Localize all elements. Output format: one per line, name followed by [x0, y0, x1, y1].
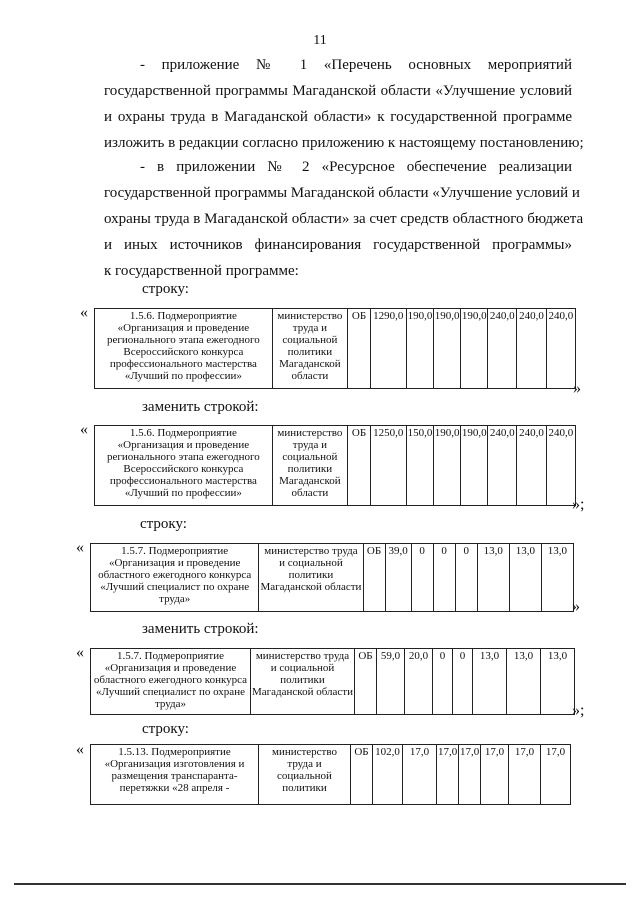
close-quote: » — [573, 380, 581, 397]
close-quote: » — [572, 598, 580, 615]
executor-cell: министерство труда и социальной политики Магаданской области — [272, 309, 347, 389]
value-cell: 190,0 — [433, 309, 460, 389]
budget-table-row — [90, 744, 571, 805]
source-cell: ОБ — [351, 745, 373, 805]
executor-cell: министерство труда и социальной политики Магаданской области — [251, 649, 355, 715]
activity-name-cell: 1.5.6. Подмероприятие «Организация и проведение регионального этапа ежегодного Всероссийского конкурса профессионального мастерства «Лучший по профессии» — [95, 309, 273, 389]
open-quote: « — [76, 741, 84, 758]
activity-name-cell: 1.5.13. Подмероприятие «Организация изготовления и размещения транспаранта-перетяжки «28 апреля - — [91, 745, 259, 805]
value-cell: 190,0 — [460, 309, 487, 389]
close-quote-semicolon: »; — [572, 702, 585, 719]
value-cell: 190,0 — [433, 426, 460, 506]
value-cell: 240,0 — [546, 309, 575, 389]
value-cell: 0 — [411, 544, 433, 612]
open-quote: « — [76, 644, 84, 661]
value-cell: 0 — [433, 649, 453, 715]
value-cell: 190,0 — [406, 309, 433, 389]
value-cell: 13,0 — [473, 649, 507, 715]
value-cell: 0 — [455, 544, 477, 612]
para2-line: - в приложении № 2 «Ресурсное обеспечение реализации — [140, 159, 572, 175]
page-bottom-rule — [14, 883, 626, 885]
paragraph-appendix-1 — [104, 52, 584, 156]
value-cell: 1290,0 — [371, 309, 407, 389]
open-quote: « — [76, 539, 84, 556]
open-quote: « — [80, 304, 88, 321]
para2-line: к государственной программе: — [104, 263, 299, 279]
source-cell: ОБ — [348, 309, 371, 389]
activity-name-cell: 1.5.6. Подмероприятие «Организация и проведение регионального этапа ежегодного Всероссийского конкурса профессионального мастерства «Лучший по профессии» — [95, 426, 273, 506]
label-row: строку: — [142, 721, 189, 737]
source-cell: ОБ — [348, 426, 371, 506]
source-cell: ОБ — [355, 649, 377, 715]
value-cell: 190,0 — [460, 426, 487, 506]
value-cell: 13,0 — [509, 544, 541, 612]
executor-cell: министерство труда и социальной политики Магаданской области — [272, 426, 347, 506]
value-cell: 17,0 — [481, 745, 509, 805]
value-cell: 0 — [433, 544, 455, 612]
para1-line: изложить в редакции согласно приложению к настоящему постановлению; — [104, 135, 584, 151]
value-cell: 13,0 — [477, 544, 509, 612]
page-number: 11 — [313, 33, 327, 48]
value-cell: 240,0 — [488, 309, 517, 389]
value-cell: 17,0 — [437, 745, 459, 805]
value-cell: 240,0 — [517, 309, 546, 389]
value-cell: 13,0 — [541, 649, 575, 715]
value-cell: 13,0 — [541, 544, 573, 612]
budget-table-row — [90, 648, 575, 715]
activity-name-cell: 1.5.7. Подмероприятие «Организация и проведение областного ежегодного конкурса «Лучший специалист по охране труда» — [91, 649, 251, 715]
budget-table-row — [94, 425, 576, 506]
para1-line: и охраны труда в Магаданской области» к государственной программе — [104, 109, 572, 125]
label-row: строку: — [140, 516, 187, 532]
label-replace-row: заменить строкой: — [142, 399, 259, 415]
value-cell: 39,0 — [385, 544, 411, 612]
value-cell: 13,0 — [507, 649, 541, 715]
value-cell: 150,0 — [406, 426, 433, 506]
value-cell: 59,0 — [377, 649, 405, 715]
value-cell: 102,0 — [373, 745, 403, 805]
value-cell: 20,0 — [405, 649, 433, 715]
value-cell: 240,0 — [546, 426, 575, 506]
budget-table-row — [94, 308, 576, 389]
value-cell: 17,0 — [509, 745, 541, 805]
close-quote-semicolon: »; — [572, 496, 585, 513]
activity-name-cell: 1.5.7. Подмероприятие «Организация и проведение областного ежегодного конкурса «Лучший специалист по охране труда» — [91, 544, 259, 612]
value-cell: 0 — [453, 649, 473, 715]
source-cell: ОБ — [363, 544, 385, 612]
value-cell: 1250,0 — [371, 426, 407, 506]
executor-cell: министерство труда и социальной политики — [259, 745, 351, 805]
label-row: строку: — [142, 281, 189, 297]
open-quote: « — [80, 421, 88, 438]
para1-line: - приложение № 1 «Перечень основных мероприятий — [140, 57, 572, 73]
value-cell: 240,0 — [517, 426, 546, 506]
value-cell: 17,0 — [403, 745, 437, 805]
para2-line: и иных источников финансирования государственной программы» — [104, 237, 572, 253]
value-cell: 240,0 — [488, 426, 517, 506]
para1-line: государственной программы Магаданской области «Улучшение условий — [104, 83, 572, 99]
executor-cell: министерство труда и социальной политики Магаданской области — [259, 544, 363, 612]
paragraph-appendix-2 — [104, 154, 584, 284]
para2-line: государственной программы Магаданской области «Улучшение условий и — [104, 185, 580, 201]
value-cell: 17,0 — [541, 745, 571, 805]
budget-table-row — [90, 543, 574, 612]
label-replace-row: заменить строкой: — [142, 621, 259, 637]
value-cell: 17,0 — [459, 745, 481, 805]
para2-line: охраны труда в Магаданской области» за счет средств областного бюджета — [104, 211, 584, 227]
